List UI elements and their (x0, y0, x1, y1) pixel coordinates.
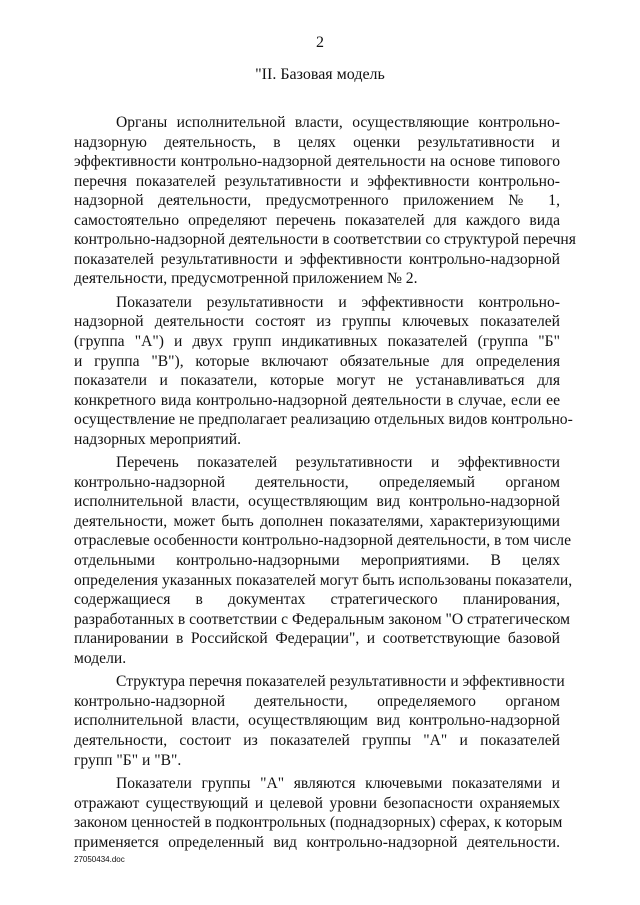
text-line: показатели и показатели, которые могут не устанавливаться для (74, 372, 560, 390)
paragraph (74, 774, 563, 852)
paragraph (74, 453, 573, 668)
text-line: контрольно-надзорной деятельности в соответствии со структурой перечня (74, 231, 576, 249)
paragraph (74, 113, 576, 289)
text-line: (группа "А") и двух групп индикативных показателей (группа "Б" (74, 333, 560, 351)
text-line: Структура перечня показателей результативности и эффективности (116, 673, 565, 691)
text-line: контрольно-надзорной деятельности, определяемый органом (74, 473, 560, 491)
text-line: отраслевые особенности контрольно-надзорной деятельности, в том числе (74, 532, 572, 550)
text-line: содержащиеся в документах стратегического планирования, (74, 591, 560, 609)
text-line: разработанных в соответствии с Федеральным законом "О стратегическом (74, 610, 570, 628)
text-line: надзорной деятельности состоят из группы ключевых показателей (74, 313, 560, 331)
section-title: "II. Базовая модель (255, 66, 385, 83)
text-line: отдельными контрольно-надзорными мероприятиями. В целях (74, 552, 560, 570)
text-line: показателей результативности и эффективности контрольно-надзорной (74, 250, 560, 268)
document-body (74, 113, 576, 852)
text-line: конкретного вида контрольно-надзорной деятельности в случае, если ее (74, 391, 560, 409)
text-line: осуществление не предполагает реализацию отдельных видов контрольно- (74, 411, 573, 429)
text-line: определения указанных показателей могут быть использованы показатели, (74, 571, 573, 589)
text-line: отражают существующий и целевой уровни безопасности охраняемых (74, 794, 560, 812)
text-line: исполнительной власти, осуществляющим вид контрольно-надзорной (74, 493, 560, 511)
text-line: Перечень показателей результативности и эффективности (116, 454, 560, 472)
text-line: надзорных мероприятий. (74, 430, 242, 448)
text-line: применяется определенный вид контрольно-надзорной деятельности. (74, 833, 560, 851)
text-line: перечня показателей результативности и эффективности контрольно- (74, 172, 560, 190)
paragraph (74, 672, 565, 770)
text-line: надзорной деятельности, предусмотренного приложением № 1, (74, 192, 560, 210)
text-line: самостоятельно определяют перечень показателей для каждого вида (74, 211, 560, 229)
text-line: и группа "В"), которые включают обязательные для определения (74, 352, 560, 370)
text-line: Показатели группы "А" являются ключевыми показателями и (116, 775, 560, 793)
page-number: 2 (316, 34, 324, 51)
text-line: Показатели результативности и эффективности контрольно- (116, 293, 560, 311)
text-line: планировании в Российской Федерации", и соответствующие базовой (74, 630, 560, 648)
text-line: контрольно-надзорной деятельности, определяемого органом (74, 692, 560, 710)
text-line: эффективности контрольно-надзорной деятельности на основе типового (74, 153, 560, 171)
text-line: надзорную деятельность, в целях оценки результативности и (74, 133, 560, 151)
text-line: исполнительной власти, осуществляющим вид контрольно-надзорной (74, 712, 560, 730)
text-line: деятельности, предусмотренной приложением № 2. (74, 270, 418, 288)
text-line: Органы исполнительной власти, осуществляющие контрольно- (116, 114, 560, 131)
text-line: модели. (74, 649, 127, 667)
text-line: деятельности, может быть дополнен показателями, характеризующими (74, 512, 560, 530)
text-line: групп "Б" и "В". (74, 751, 182, 769)
paragraph (74, 293, 573, 449)
text-line: законом ценностей в подконтрольных (поднадзорных) сферах, к которым (74, 814, 563, 832)
text-line: деятельности, состоит из показателей группы "А" и показателей (74, 731, 560, 749)
file-name-footer: 27050434.doc (74, 855, 125, 864)
